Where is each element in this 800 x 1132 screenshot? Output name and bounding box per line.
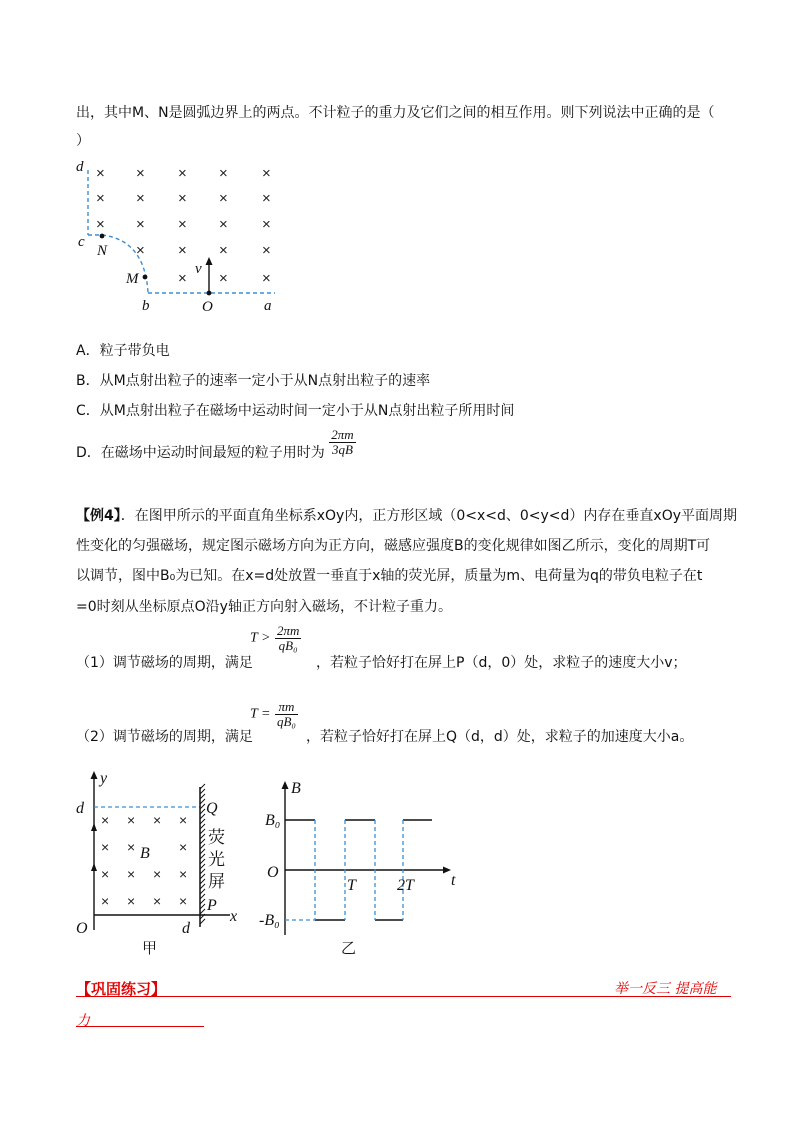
field-cross-mark: × — [179, 812, 188, 828]
figure-yi — [255, 775, 470, 960]
field-cross-mark: × — [219, 165, 228, 182]
label-B0: B₀ — [265, 812, 281, 829]
question-2 — [76, 726, 253, 746]
q2-lhs: T = — [250, 706, 271, 722]
label-a: a — [264, 298, 272, 314]
example4-label: 【例4】 — [76, 508, 121, 524]
field-cross-mark: × — [127, 866, 136, 882]
label-M: M — [126, 271, 139, 287]
option-B: B．从M点射出粒子的速率一定小于从N点射出粒子的速率 — [76, 373, 431, 389]
section-right-text: 举一反三 提高能 — [614, 981, 717, 997]
section-underline — [76, 996, 731, 997]
option-D — [76, 427, 356, 461]
field-cross-mark: × — [179, 866, 188, 882]
field-cross-mark: × — [153, 893, 162, 909]
option-D-text: D．在磁场中运动时间最短的粒子用时为 — [76, 444, 325, 461]
field-cross-mark: × — [101, 893, 110, 909]
q2-numerator: πm — [275, 700, 298, 715]
section-right-text-cont: 力 — [76, 1013, 90, 1029]
field-cross-mark: × — [127, 893, 136, 909]
axis-label-t: t — [451, 872, 456, 889]
axis-label-y: y — [100, 770, 108, 787]
label-N: N — [97, 243, 108, 259]
field-cross-mark: × — [178, 270, 187, 287]
q1-fraction — [275, 624, 301, 653]
field-cross-mark: × — [136, 216, 145, 233]
example4-line-1 — [76, 505, 737, 525]
label-c: c — [78, 234, 85, 250]
point-M — [143, 275, 148, 280]
field-cross-mark: × — [136, 242, 145, 259]
field-cross-mark: × — [96, 190, 105, 207]
q2-suffix: ，若粒子恰好打在屏上Q（d，d）处，求粒子的加速度大小a。 — [306, 729, 694, 745]
option-D-denominator: 3qB — [331, 442, 353, 457]
label-d-x: d — [182, 920, 190, 937]
q2-condition — [250, 700, 298, 729]
label-origin-O: O — [76, 920, 88, 937]
label-d: d — [76, 159, 84, 175]
label-v: v — [195, 261, 202, 277]
intro-line-2: ） — [76, 133, 90, 149]
field-cross-mark: × — [178, 242, 187, 259]
caption-jia: 甲 — [142, 939, 158, 957]
screen-char-1: 荧 — [208, 828, 225, 848]
screen-hatch — [200, 784, 205, 789]
field-cross-mark: × — [178, 190, 187, 207]
field-cross-mark: × — [101, 812, 110, 828]
axis-label-B: B — [291, 780, 301, 797]
example4-line-4: =0时刻从坐标原点O沿y轴正方向射入磁场，不计粒子重力。 — [76, 599, 452, 615]
field-cross-mark: × — [153, 812, 162, 828]
example4-line-3: 以调节，图中B₀为已知。在x=d处放置一垂直于x轴的荧光屏，质量为m、电荷量为q的带负电粒子在t — [76, 568, 703, 584]
q1-suffix: ，若粒子恰好打在屏上P（d，0）处，求粒子的速度大小v； — [316, 655, 687, 671]
axis-label-x: x — [230, 908, 238, 925]
field-cross-mark: × — [219, 190, 228, 207]
field-cross-mark: × — [127, 812, 136, 828]
field-cross-mark: × — [127, 839, 136, 855]
field-cross-mark: × — [96, 165, 105, 182]
field-cross-mark: × — [178, 216, 187, 233]
field-cross-mark: × — [262, 190, 271, 207]
option-A: A．粒子带负电 — [76, 343, 170, 359]
question-1 — [76, 652, 253, 672]
B-axis-arrowhead — [282, 781, 289, 789]
q1-denominator: qB₀ — [278, 638, 298, 653]
field-cross-mark: × — [178, 165, 187, 182]
option-D-fraction — [329, 428, 355, 457]
label-B-field: B — [140, 845, 150, 862]
q1-condition — [250, 624, 301, 653]
field-cross-mark: × — [219, 216, 228, 233]
example4-line-2: 性变化的匀强磁场，规定图示磁场方向为正方向，磁感应强度B的变化规律如图乙所示，变化的周期T可 — [76, 538, 711, 554]
field-cross-mark: × — [101, 866, 110, 882]
label-O-yi: O — [267, 864, 279, 881]
figure-jia — [70, 765, 255, 960]
field-cross-mark: × — [136, 165, 145, 182]
t-axis-arrowhead — [443, 867, 451, 874]
label-d-y: d — [76, 800, 84, 817]
field-cross-mark: × — [262, 270, 271, 287]
label-O: O — [202, 299, 213, 315]
q1-lhs: T > — [250, 630, 271, 646]
y-axis-arrowhead — [91, 771, 98, 779]
label-Q: Q — [206, 800, 218, 817]
field-cross-mark: × — [219, 242, 228, 259]
field-cross-mark: × — [219, 270, 228, 287]
label-P: P — [207, 897, 217, 914]
screen-char-2: 光 — [208, 850, 225, 870]
q1-prefix: （1）调节磁场的周期，满足 — [76, 655, 253, 671]
field-cross-mark: × — [136, 190, 145, 207]
q2-denominator: qB₀ — [276, 714, 296, 729]
field-cross-mark: × — [262, 216, 271, 233]
field-cross-mark: × — [262, 165, 271, 182]
intro-line-1: 出，其中M、N是圆弧边界上的两点。不计粒子的重力及它们之间的相互作用。则下列说法中正确的是（ — [76, 105, 715, 121]
field-cross-mark: × — [179, 893, 188, 909]
caption-yi: 乙 — [341, 939, 357, 957]
q2-prefix: （2）调节磁场的周期，满足 — [76, 729, 253, 745]
option-D-numerator: 2πm — [331, 427, 354, 442]
q1-numerator: 2πm — [276, 623, 300, 638]
example4-text-1: ．在图甲所示的平面直角坐标系xOy内，正方形区域（0<x<d、0<y<d）内存在垂直xOy平面周期 — [120, 508, 738, 524]
option-C: C．从M点射出粒子在磁场中运动时间一定小于从N点射出粒子所用时间 — [76, 403, 515, 419]
label-T: T — [347, 877, 356, 894]
point-N — [100, 234, 105, 239]
q2-fraction — [275, 700, 298, 729]
field-cross-mark: × — [101, 839, 110, 855]
figure-magnetic-field-region — [70, 155, 290, 315]
section-title: 【巩固练习】 — [76, 980, 167, 998]
section-underline-2 — [76, 1026, 204, 1027]
velocity-arrowhead — [206, 257, 213, 265]
label-b: b — [142, 298, 150, 314]
screen-char-3: 屏 — [208, 872, 225, 892]
field-cross-mark: × — [96, 216, 105, 233]
label-2T: 2T — [397, 877, 414, 894]
field-cross-mark: × — [153, 866, 162, 882]
field-cross-mark: × — [262, 242, 271, 259]
field-cross-mark: × — [179, 839, 188, 855]
label-neg-B0: -B₀ — [259, 912, 280, 929]
